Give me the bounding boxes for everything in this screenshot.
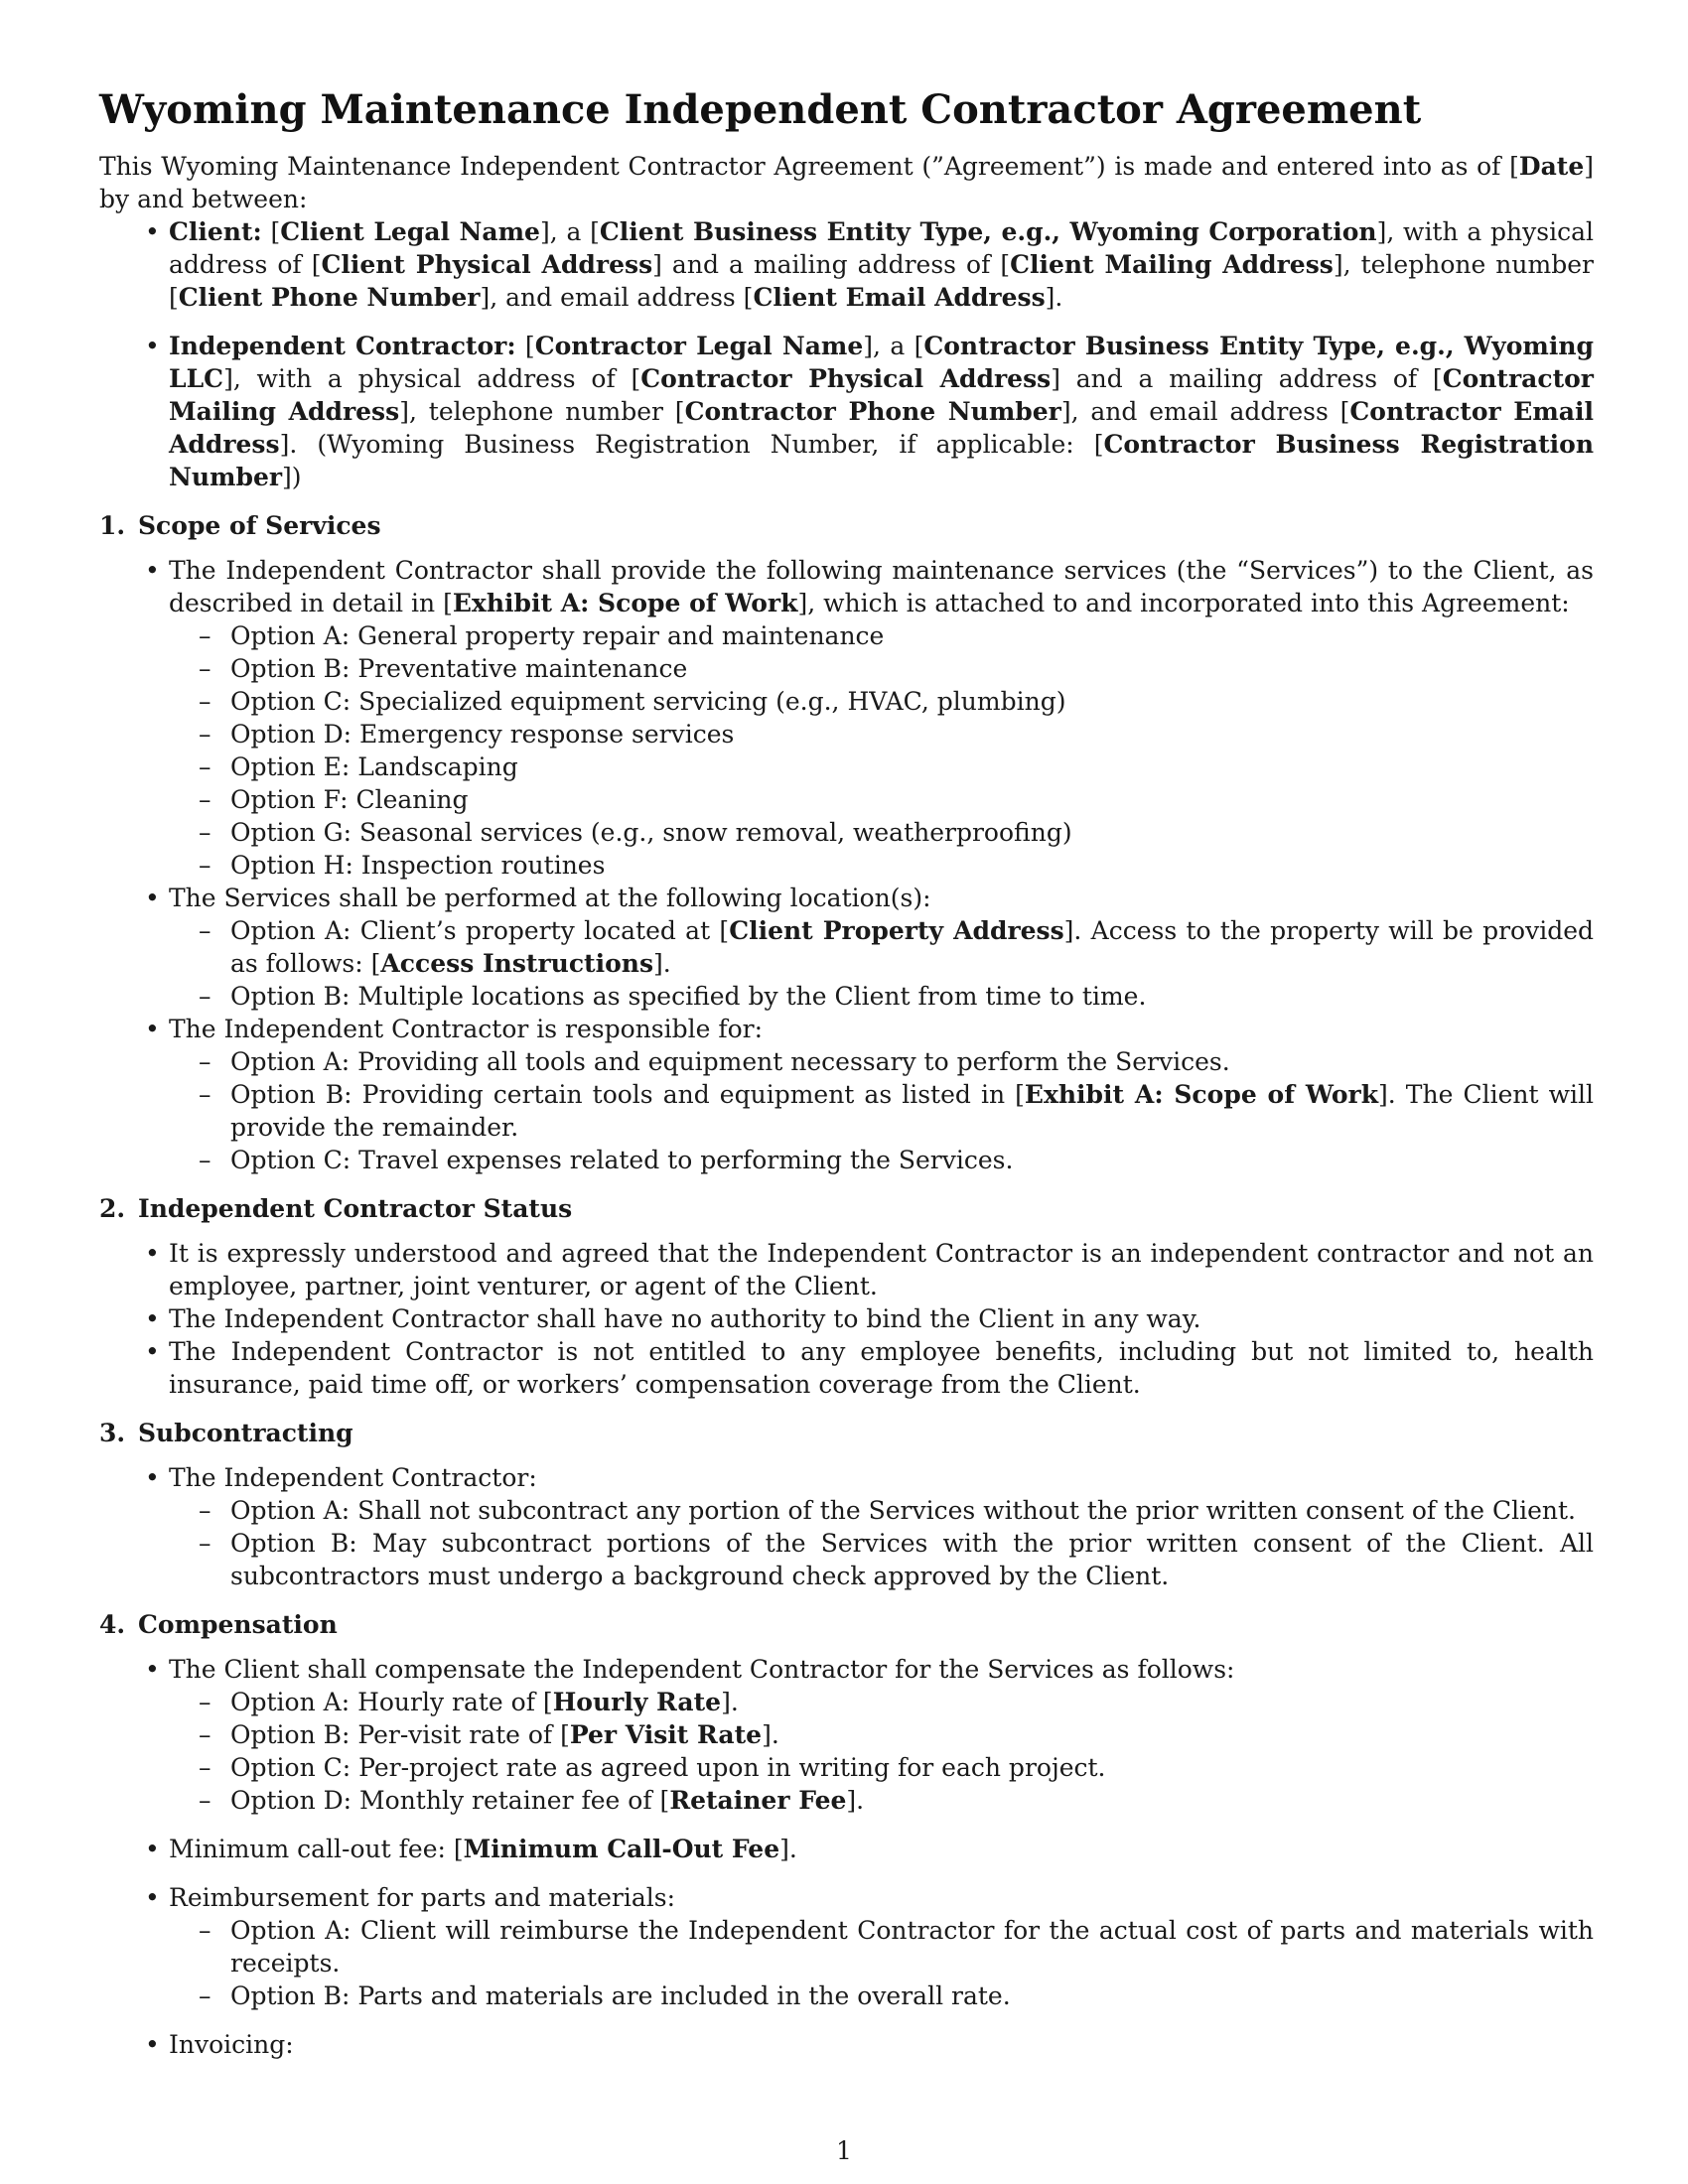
list-item: • The Client shall compensate the Independent Contractor for the Services as follows: – Option A: Hourly rate of [Hourly Rate]. – Option B: Per-visit rate of [Per Visit Rate]. – Option C: Per-project rate as agreed upon in writing for each project. – Option D: Monthly retainer fee of [Retainer Fee]. xyxy=(99,1653,1594,1817)
list-item: – Option B: Providing certain tools and equipment as listed in [Exhibit A: Scope of Work]. The Client will provide the remainder. xyxy=(169,1078,1594,1144)
list-item: – Option A: Shall not subcontract any portion of the Services without the prior written consent of the Client. xyxy=(169,1494,1594,1527)
section-1-list xyxy=(99,554,1594,1176)
list-item: • Reimbursement for parts and materials: – Option A: Client will reimburse the Independent Contractor for the actual cost of parts and materials with receipts. – Option B: Parts and materials are included in the overall rate. xyxy=(99,1881,1594,2012)
section-1-heading: 1. Scope of Services xyxy=(99,511,381,540)
subcontracting-options xyxy=(169,1494,1594,1592)
section-3-heading: 3. Subcontracting xyxy=(99,1419,353,1447)
list-item: – Option C: Travel expenses related to performing the Services. xyxy=(169,1144,1594,1176)
list-item: – Option A: Providing all tools and equipment necessary to perform the Services. xyxy=(169,1045,1594,1078)
section-3-list xyxy=(99,1461,1594,1592)
section-4-list xyxy=(99,1653,1594,2061)
list-item: – Option A: Client will reimburse the Independent Contractor for the actual cost of parts and materials with receipts. xyxy=(169,1914,1594,1979)
list-item: – Option B: Parts and materials are included in the overall rate. xyxy=(169,1979,1594,2012)
list-item: – Option B: Preventative maintenance xyxy=(169,652,1594,685)
list-item: • The Independent Contractor: – Option A: Shall not subcontract any portion of the Services without the prior written consent of the Client. – Option B: May subcontract portions of the Services with the prior written consent of the Client. All subcontractors must undergo a background check approved by the Client. xyxy=(99,1461,1594,1592)
list-item: • Minimum call-out fee: [Minimum Call-Out Fee]. xyxy=(99,1833,1594,1865)
list-item: – Option B: Multiple locations as specified by the Client from time to time. xyxy=(169,980,1594,1013)
section-2-list xyxy=(99,1237,1594,1401)
list-item: • The Independent Contractor shall provide the following maintenance services (the “Services”) to the Client, as described in detail in [Exhibit A: Scope of Work], which is attached to and incorporated into this Agreement: – Option A: General property repair and maintenance – Option B: Preventative maintenance – Option C: Specialized equipment servicing (e.g., HVAC, plumbing) – Option D: Emergency response services – Option E: Landscaping – Option F: Cleaning – Option G: Seasonal services (e.g., snow removal, weatherproofing) – Option H: Inspection routines xyxy=(99,554,1594,882)
list-item: – Option D: Monthly retainer fee of [Retainer Fee]. xyxy=(169,1784,1594,1817)
reimbursement-options xyxy=(169,1914,1594,2012)
section-4-heading: 4. Compensation xyxy=(99,1610,338,1639)
section-2-heading: 2. Independent Contractor Status xyxy=(99,1194,573,1223)
services-options xyxy=(169,619,1594,882)
parties-list xyxy=(99,215,1594,493)
location-options xyxy=(169,914,1594,1013)
list-item: – Option C: Specialized equipment servicing (e.g., HVAC, plumbing) xyxy=(169,685,1594,718)
list-item: – Option C: Per-project rate as agreed upon in writing for each project. xyxy=(169,1751,1594,1784)
list-item: • The Services shall be performed at the following location(s): – Option A: Client’s property located at [Client Property Address]. Access to the property will be provided as follows: [Access Instructions]. – Option B: Multiple locations as specified by the Client from time to time. xyxy=(99,882,1594,1013)
document-page xyxy=(99,84,1594,2061)
list-item: • It is expressly understood and agreed that the Independent Contractor is an independent contractor and not an employee, partner, joint venturer, or agent of the Client. xyxy=(99,1237,1594,1302)
contractor-party: • Independent Contractor: [Contractor Legal Name], a [Contractor Business Entity Type, e.g., Wyoming LLC], with a physical address of [Contractor Physical Address] and a mailing address of [Contractor Mailing Address], telephone number [Contractor Phone Number], and email address [Contractor Email Address]. (Wyoming Business Registration Number, if applicable: [Contractor Business Registration Number]) xyxy=(99,330,1594,493)
list-item: • Invoicing: xyxy=(99,2028,1594,2061)
list-item: – Option G: Seasonal services (e.g., snow removal, weatherproofing) xyxy=(169,816,1594,849)
client-party: • Client: [Client Legal Name], a [Client Business Entity Type, e.g., Wyoming Corporation], with a physical address of [Client Physical Address] and a mailing address of [Client Mailing Address], telephone number [Client Phone Number], and email address [Client Email Address]. xyxy=(99,215,1594,314)
list-item: – Option D: Emergency response services xyxy=(169,718,1594,751)
list-item: • The Independent Contractor shall have no authority to bind the Client in any way. xyxy=(99,1302,1594,1335)
document-title: Wyoming Maintenance Independent Contractor Agreement xyxy=(99,86,1422,133)
responsibility-options xyxy=(169,1045,1594,1176)
list-item: – Option E: Landscaping xyxy=(169,751,1594,783)
list-item: – Option A: Client’s property located at [Client Property Address]. Access to the property will be provided as follows: [Access Instructions]. xyxy=(169,914,1594,980)
list-item: – Option A: Hourly rate of [Hourly Rate]. xyxy=(169,1686,1594,1718)
list-item: – Option F: Cleaning xyxy=(169,783,1594,816)
list-item: – Option B: Per-visit rate of [Per Visit Rate]. xyxy=(169,1718,1594,1751)
list-item: • The Independent Contractor is responsible for: – Option A: Providing all tools and equipment necessary to perform the Services. – Option B: Providing certain tools and equipment as listed in [Exhibit A: Scope of Work]. The Client will provide the remainder. – Option C: Travel expenses related to performing the Services. xyxy=(99,1013,1594,1176)
page-number: 1 xyxy=(836,2136,852,2165)
list-item: – Option A: General property repair and maintenance xyxy=(169,619,1594,652)
intro-paragraph: This Wyoming Maintenance Independent Contractor Agreement (”Agreement”) is made and entered into as of [Date] by and between: xyxy=(99,152,1594,213)
list-item: – Option B: May subcontract portions of the Services with the prior written consent of the Client. All subcontractors must undergo a background check approved by the Client. xyxy=(169,1527,1594,1592)
list-item: – Option H: Inspection routines xyxy=(169,849,1594,882)
list-item: • The Independent Contractor is not entitled to any employee benefits, including but not limited to, health insurance, paid time off, or workers’ compensation coverage from the Client. xyxy=(99,1335,1594,1401)
compensation-options xyxy=(169,1686,1594,1817)
date-placeholder: Date xyxy=(1518,152,1585,181)
